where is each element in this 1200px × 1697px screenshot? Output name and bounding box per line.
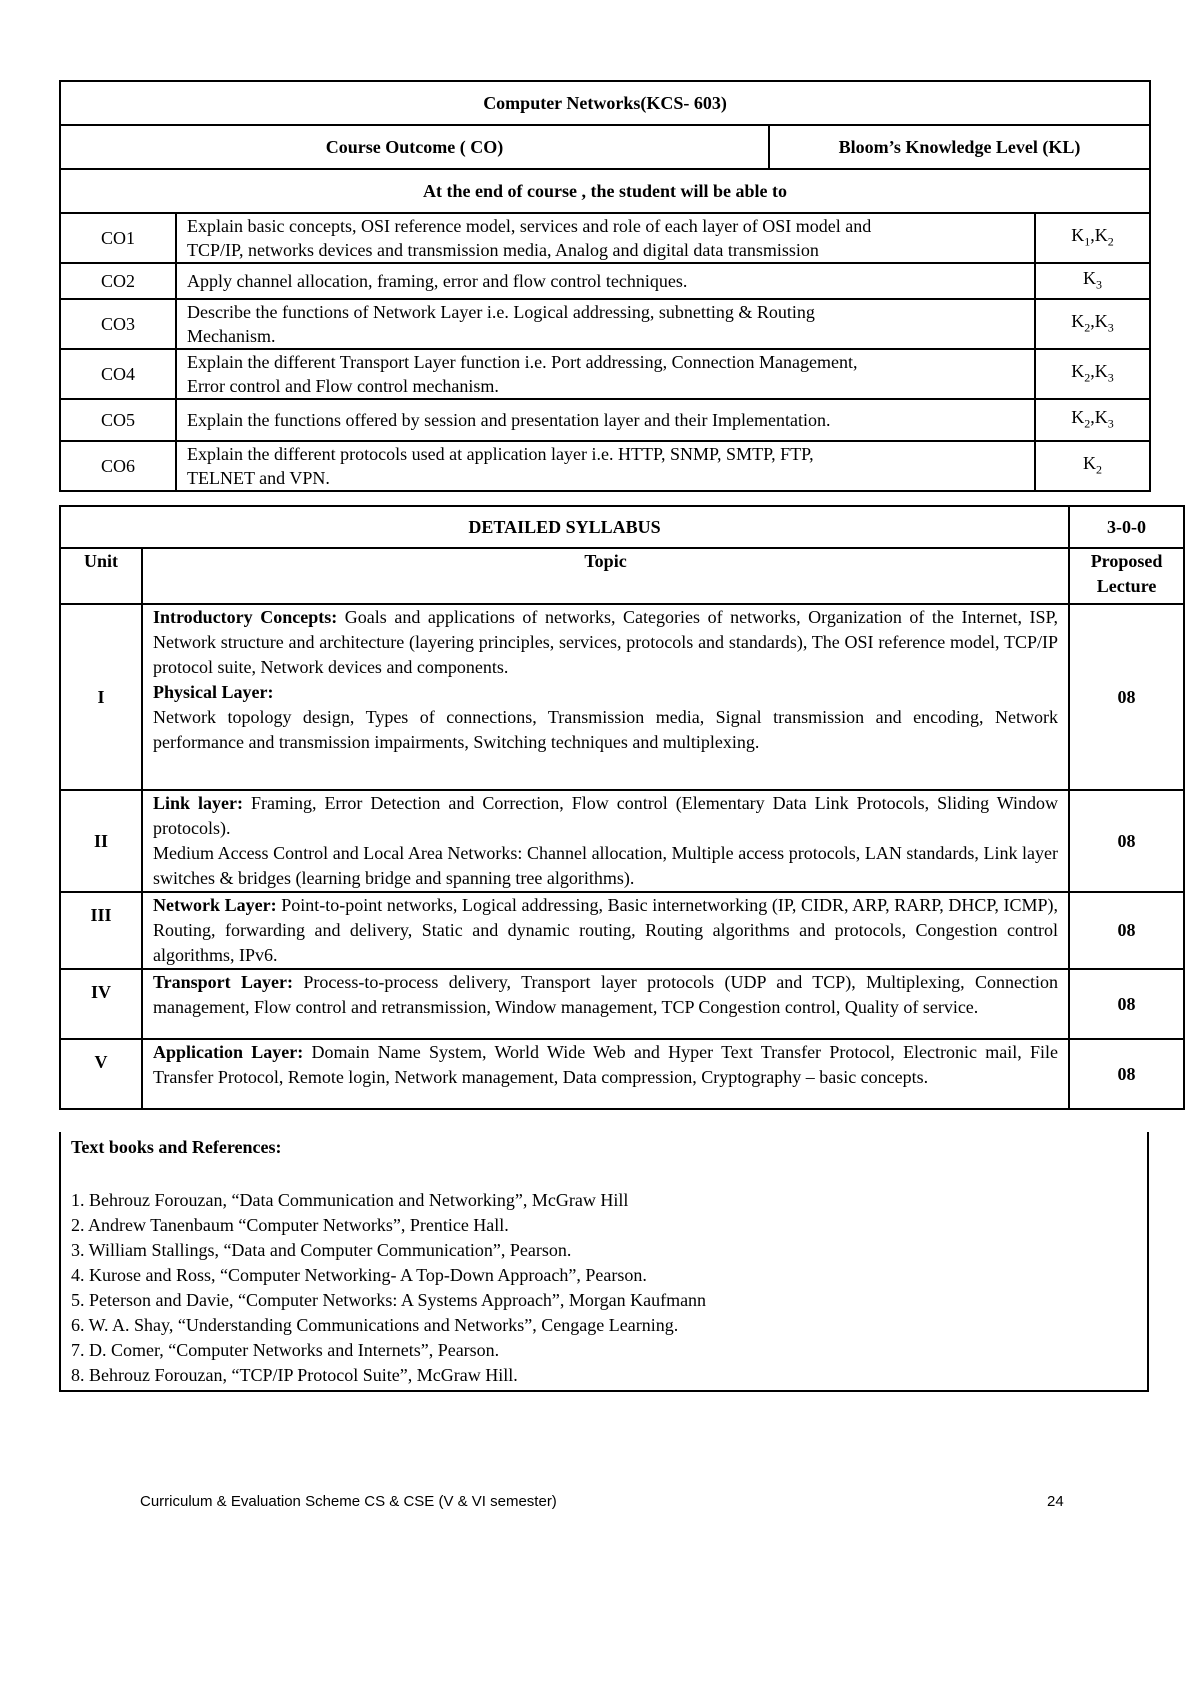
co-row bbox=[60, 263, 1150, 299]
topic-heading: Transport Layer: bbox=[153, 972, 294, 992]
co-description bbox=[176, 441, 1035, 491]
kl-column-header: Bloom’s Knowledge Level (KL) bbox=[769, 125, 1150, 169]
unit-number: II bbox=[60, 790, 142, 892]
course-title: Computer Networks(KCS- 603) bbox=[60, 81, 1150, 125]
reference-item: 6. W. A. Shay, “Understanding Communications and Networks”, Cengage Learning. bbox=[71, 1315, 679, 1335]
co-id: CO4 bbox=[60, 349, 176, 399]
co-row bbox=[60, 299, 1150, 349]
co-description-line: Explain the different protocols used at application layer i.e. HTTP, SNMP, SMTP, FTP, bbox=[187, 444, 814, 464]
kl-letter: K bbox=[1094, 406, 1108, 427]
knowledge-level bbox=[1035, 441, 1150, 491]
unit-topics bbox=[142, 892, 1069, 969]
lecture-header-line1: Proposed bbox=[1090, 551, 1163, 571]
topic-text: Medium Access Control and Local Area Networks: Channel allocation, Multiple access protocols, LAN standards, Link layer switches & bridges (learning bridge and spanning tree algorithms). bbox=[153, 843, 1059, 888]
syllabus-table bbox=[59, 505, 1185, 1110]
co-description bbox=[176, 299, 1035, 349]
unit-number: III bbox=[60, 892, 142, 969]
lecture-count: 08 bbox=[1069, 1039, 1184, 1109]
co-description-line: Apply channel allocation, framing, error and flow control techniques. bbox=[187, 271, 688, 291]
reference-item: 4. Kurose and Ross, “Computer Networking- A Top-Down Approach”, Pearson. bbox=[71, 1265, 647, 1285]
kl-letter: K bbox=[1083, 267, 1097, 288]
kl-level-number: 2 bbox=[1084, 370, 1091, 385]
co-row bbox=[60, 441, 1150, 491]
syllabus-unit-row bbox=[60, 892, 1184, 969]
topic-paragraph bbox=[153, 791, 1058, 841]
topic-text: Domain Name System, World Wide Web and Hyper Text Transfer Protocol, Electronic mail, File Transfer Protocol, Remote login, Network management, Data compression, Cryptography – basic concepts. bbox=[153, 1042, 1059, 1087]
topic-column-header: Topic bbox=[142, 548, 1069, 604]
course-outcome-table bbox=[59, 80, 1151, 492]
kl-level-number: 3 bbox=[1107, 370, 1114, 385]
co-description-line: TCP/IP, networks devices and transmission media, Analog and digital data transmission bbox=[187, 240, 819, 260]
ltp-value: 3-0-0 bbox=[1069, 506, 1184, 548]
references-title: Text books and References: bbox=[71, 1137, 282, 1157]
kl-letter: K bbox=[1094, 360, 1108, 381]
kl-level-number: 2 bbox=[1107, 234, 1114, 249]
co-description bbox=[176, 213, 1035, 263]
kl-letter: K bbox=[1071, 224, 1085, 245]
reference-item: 2. Andrew Tanenbaum “Computer Networks”, Prentice Hall. bbox=[71, 1215, 509, 1235]
unit-topics bbox=[142, 790, 1069, 892]
topic-paragraph bbox=[153, 680, 1058, 705]
unit-topics bbox=[142, 969, 1069, 1039]
lecture-count: 08 bbox=[1069, 604, 1184, 790]
topic-heading: Introductory Concepts: bbox=[153, 607, 338, 627]
topic-text: Point-to-point networks, Logical addressing, Basic internetworking (IP, CIDR, ARP, RARP, DHCP, ICMP), Routing, forwarding and delivery, Static and dynamic routing, Routing algorithms and protocols, Congestion control algorithms, IPv6. bbox=[153, 895, 1059, 965]
footer-text: Curriculum & Evaluation Scheme CS & CSE (V & VI semester) bbox=[140, 1493, 557, 1510]
reference-item: 7. D. Comer, “Computer Networks and Internets”, Pearson. bbox=[71, 1340, 500, 1360]
course-outcome-rows bbox=[60, 213, 1150, 491]
lecture-column-header bbox=[1069, 548, 1184, 604]
syllabus-title: DETAILED SYLLABUS bbox=[60, 506, 1069, 548]
knowledge-level: $K_2,K_3$ bbox=[1035, 299, 1150, 349]
syllabus-unit-row bbox=[60, 604, 1184, 790]
kl-letter: K bbox=[1071, 406, 1085, 427]
topic-paragraph bbox=[153, 705, 1058, 755]
unit-topics bbox=[142, 1039, 1069, 1109]
co-description bbox=[176, 263, 1035, 299]
co-id: CO3 bbox=[60, 299, 176, 349]
topic-paragraph bbox=[153, 841, 1058, 891]
references-section bbox=[59, 1132, 1149, 1392]
reference-item: 5. Peterson and Davie, “Computer Networks: A Systems Approach”, Morgan Kaufmann bbox=[71, 1290, 707, 1310]
co-row bbox=[60, 399, 1150, 441]
unit-number: IV bbox=[60, 969, 142, 1039]
lecture-count: 08 bbox=[1069, 790, 1184, 892]
kl-level-number: 2 bbox=[1084, 320, 1091, 335]
topic-paragraph bbox=[153, 893, 1058, 968]
kl-letter: K bbox=[1083, 452, 1097, 473]
co-description-line: Explain basic concepts, OSI reference model, services and role of each layer of OSI model and bbox=[187, 216, 872, 236]
co-description-line: Describe the functions of Network Layer i.e. Logical addressing, subnetting & Routing bbox=[187, 302, 815, 322]
kl-level-number: 1 bbox=[1084, 234, 1091, 249]
co-description-line: Explain the different Transport Layer function i.e. Port addressing, Connection Management, bbox=[187, 352, 858, 372]
unit-topics bbox=[142, 604, 1069, 790]
co-row bbox=[60, 213, 1150, 263]
syllabus-unit-row bbox=[60, 1039, 1184, 1109]
co-description bbox=[176, 349, 1035, 399]
co-description-line: TELNET and VPN. bbox=[187, 468, 330, 488]
kl-letter: K bbox=[1071, 310, 1085, 331]
co-description bbox=[176, 399, 1035, 441]
unit-number: I bbox=[60, 604, 142, 790]
reference-item: 1. Behrouz Forouzan, “Data Communication and Networking”, McGraw Hill bbox=[71, 1190, 629, 1210]
knowledge-level: $K_1,K_2$ bbox=[1035, 213, 1150, 263]
page-number: 24 bbox=[1047, 1493, 1064, 1510]
reference-item: 8. Behrouz Forouzan, “TCP/IP Protocol Suite”, McGraw Hill. bbox=[71, 1365, 518, 1385]
unit-column-header: Unit bbox=[60, 548, 142, 604]
co-row bbox=[60, 349, 1150, 399]
kl-level-number: 3 bbox=[1096, 277, 1103, 292]
topic-text: Process-to-process delivery, Transport layer protocols (UDP and TCP), Multiplexing, Connection management, Flow control and retransmission, Window management, TCP Congestion control, Quality of service. bbox=[153, 972, 1059, 1017]
syllabus-unit-row bbox=[60, 969, 1184, 1039]
co-id: CO1 bbox=[60, 213, 176, 263]
kl-letter: K bbox=[1094, 224, 1108, 245]
topic-paragraph bbox=[153, 1040, 1058, 1090]
co-id: CO2 bbox=[60, 263, 176, 299]
topic-text: Network topology design, Types of connections, Transmission media, Signal transmission and encoding, Network performance and transmission impairments, Switching techniques and multiplexing. bbox=[153, 707, 1059, 752]
syllabus-unit-rows bbox=[60, 604, 1184, 1109]
topic-heading: Link layer: bbox=[153, 793, 243, 813]
topic-heading: Network Layer: bbox=[153, 895, 277, 915]
lecture-count: 08 bbox=[1069, 969, 1184, 1039]
syllabus-unit-row bbox=[60, 790, 1184, 892]
topic-heading: Application Layer: bbox=[153, 1042, 304, 1062]
co-id: CO6 bbox=[60, 441, 176, 491]
co-description-line: Mechanism. bbox=[187, 326, 276, 346]
lecture-header-line2: Lecture bbox=[1096, 576, 1157, 596]
co-description-line: Error control and Flow control mechanism. bbox=[187, 376, 499, 396]
kl-level-number: 3 bbox=[1107, 320, 1114, 335]
topic-heading: Physical Layer: bbox=[153, 682, 274, 702]
kl-level-number: 3 bbox=[1107, 416, 1114, 431]
reference-item: 3. William Stallings, “Data and Computer Communication”, Pearson. bbox=[71, 1240, 572, 1260]
end-of-course-statement: At the end of course , the student will be able to bbox=[60, 169, 1150, 213]
lecture-count: 08 bbox=[1069, 892, 1184, 969]
topic-text: Framing, Error Detection and Correction, Flow control (Elementary Data Link Protocols, Sliding Window protocols). bbox=[153, 793, 1059, 838]
co-description-line: Explain the functions offered by session and presentation layer and their Implementation. bbox=[187, 410, 831, 430]
knowledge-level: $K_2,K_3$ bbox=[1035, 349, 1150, 399]
co-id: CO5 bbox=[60, 399, 176, 441]
kl-level-number: 2 bbox=[1096, 462, 1103, 477]
knowledge-level: $K_2,K_3$ bbox=[1035, 399, 1150, 441]
topic-paragraph bbox=[153, 605, 1058, 680]
co-column-header: Course Outcome ( CO) bbox=[60, 125, 769, 169]
unit-number: V bbox=[60, 1039, 142, 1109]
references-list bbox=[61, 1188, 1147, 1388]
kl-level-number: 2 bbox=[1084, 416, 1091, 431]
knowledge-level bbox=[1035, 263, 1150, 299]
topic-paragraph bbox=[153, 970, 1058, 1020]
kl-letter: K bbox=[1094, 310, 1108, 331]
topic-text: Goals and applications of networks, Categories of networks, Organization of the Internet, ISP, Network structure and architecture (layering principles, services, protocols and standards), The OSI reference model, TCP/IP protocol suite, Network devices and components. bbox=[153, 607, 1059, 677]
kl-letter: K bbox=[1071, 360, 1085, 381]
